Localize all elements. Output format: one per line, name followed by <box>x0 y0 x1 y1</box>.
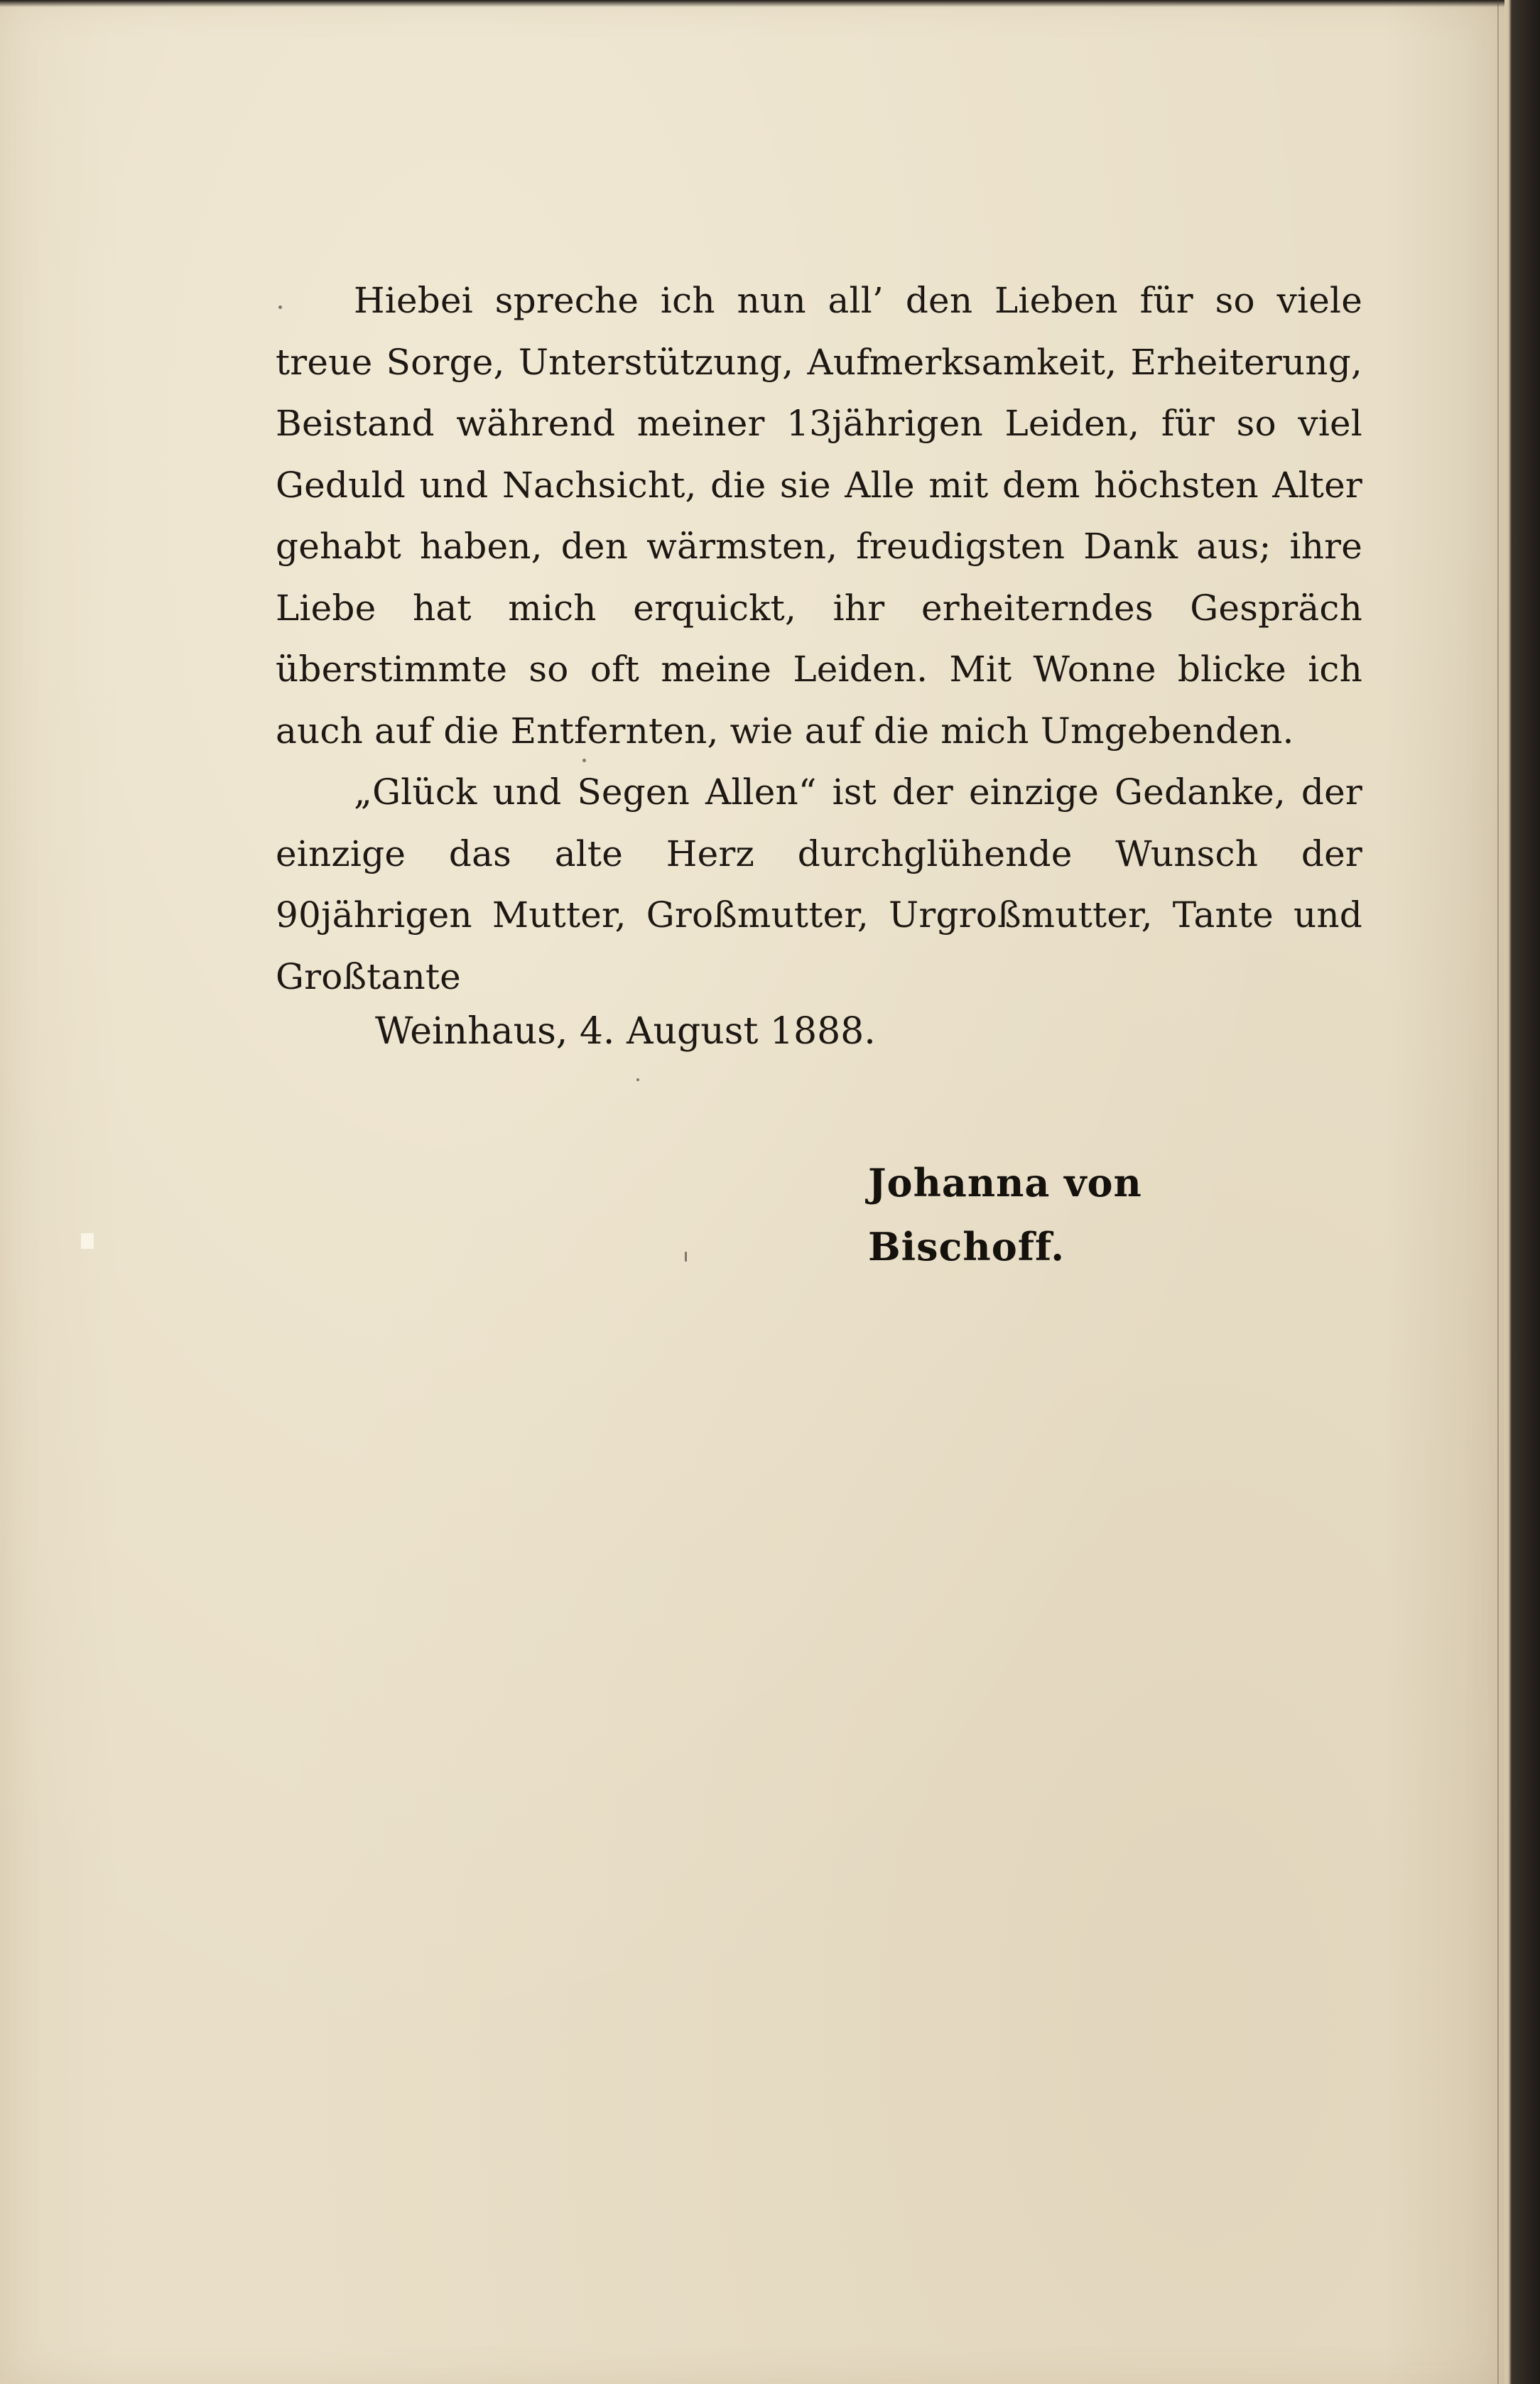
paper-speck <box>278 305 282 309</box>
paper-speck <box>582 759 586 762</box>
paper-speck <box>636 1078 639 1081</box>
paper-speck <box>685 1252 687 1262</box>
signature: Johanna von Bischoff. <box>868 1160 1142 1269</box>
page-fold-line <box>1497 0 1499 2384</box>
paper-light-spot <box>81 1233 94 1249</box>
page-top-edge <box>0 0 1504 7</box>
paragraph-thanks: Hiebei spreche ich nun all’ den Lieben für so viele treue Sorge, Unterstützung, Aufmerksamkeit, Erheiterung, Beistand während meiner 13jährigen Leiden, für so viel Geduld und Nachsicht, die sie Alle mit dem höchsten Alter gehabt haben, den wärmsten, freudigsten Dank aus; ihre Liebe hat mich erquickt, ihr erheiterndes Gespräch überstimmte so oft meine Leiden. Mit Wonne blicke ich auch auf die Entfernten, wie auf die mich Umgebenden. <box>276 280 1362 752</box>
place-and-date: Weinhaus, 4. August 1888. <box>375 1010 876 1053</box>
page-right-edge <box>1504 0 1540 2384</box>
paragraph-blessing: „Glück und Segen Allen“ ist der einzige Gedanke, der einzige das alte Herz durchglühende Wunsch der 90jährigen Mutter, Großmutter, Urgroßmutter, Tante und Großtante <box>276 771 1362 997</box>
body-text <box>276 270 1362 1007</box>
